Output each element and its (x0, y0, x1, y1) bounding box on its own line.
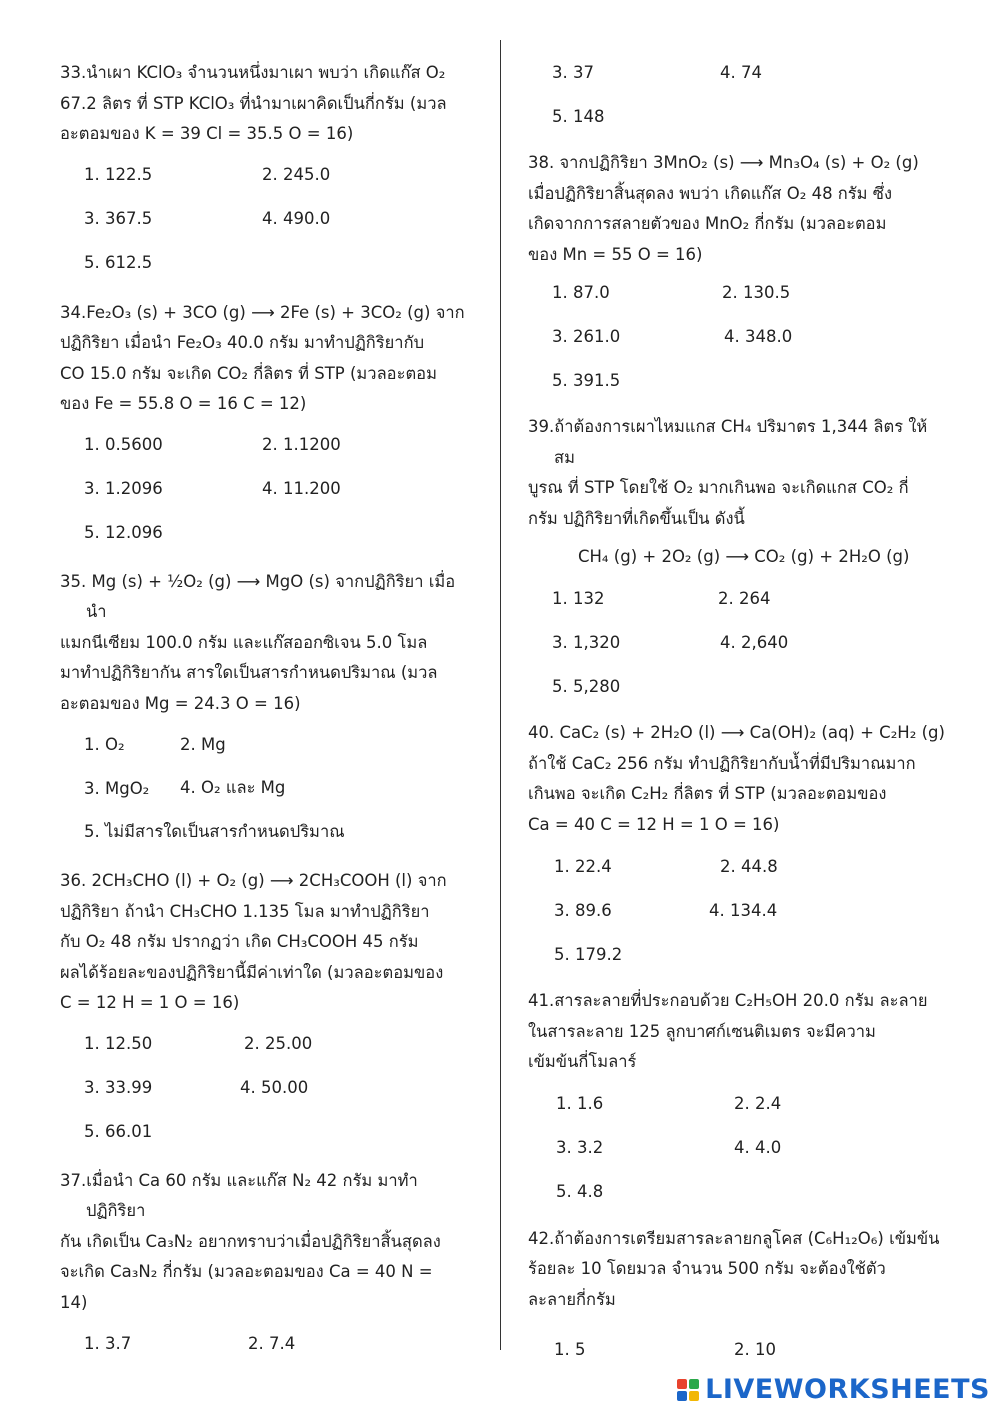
question-line: Ca = 40 C = 12 H = 1 O = 16) (528, 814, 780, 834)
logo-square (689, 1391, 699, 1401)
answer-option[interactable]: 2. 2.4 (734, 1094, 782, 1113)
answer-option[interactable]: 2. Mg (180, 734, 226, 754)
answer-option[interactable]: 4. 2,640 (720, 632, 789, 652)
question-line: 35. Mg (s) + ½O₂ (g) ⟶ MgO (s) จากปฏิกิริยา เมื่อนำ (60, 571, 456, 621)
question-35 (60, 567, 475, 855)
logo-square (677, 1391, 687, 1401)
question-line: CO 15.0 กรัม จะเกิด CO₂ กี่ลิตร ที่ STP (มวลอะตอม (60, 363, 437, 383)
right-column (528, 62, 948, 1371)
question-line: 34.Fe₂O₃ (s) + 3CO (g) ⟶ 2Fe (s) + 3CO₂ (g) จาก (60, 302, 465, 322)
question-line: เกิดจากการสลายตัวของ MnO₂ กี่กรัม (มวลอะตอม (528, 214, 887, 233)
answer-option[interactable]: 5. 66.01 (84, 1122, 153, 1141)
question-39 (528, 412, 948, 708)
answer-option[interactable]: 5. 391.5 (552, 370, 621, 390)
answer-option[interactable]: 4. 490.0 (262, 209, 331, 228)
question-line: 14) (60, 1292, 88, 1312)
answer-option[interactable]: 4. 50.00 (240, 1078, 309, 1097)
question-line: 41.สารละลายที่ประกอบด้วย C₂H₅OH 20.0 กรัม ละลาย (528, 991, 928, 1010)
reaction-equation: CH₄ (g) + 2O₂ (g) ⟶ CO₂ (g) + 2H₂O (g) (578, 547, 910, 566)
question-line: เกินพอ จะเกิด C₂H₂ กี่ลิตร ที่ STP (มวลอะตอมของ (528, 784, 887, 803)
logo-square (677, 1379, 687, 1389)
logo-square (689, 1379, 699, 1389)
answer-option[interactable]: 4. 74 (720, 62, 762, 82)
question-line: อะตอมของ K = 39 Cl = 35.5 O = 16) (60, 124, 354, 143)
answer-option[interactable]: 1. 87.0 (552, 282, 610, 302)
answer-option[interactable]: 3. 261.0 (552, 326, 621, 346)
question-line: 36. 2CH₃CHO (l) + O₂ (g) ⟶ 2CH₃COOH (l) จาก (60, 871, 447, 890)
answer-option[interactable]: 5. 179.2 (554, 944, 623, 964)
question-line: 42.ถ้าต้องการเตรียมสารละลายกลูโคส (C₆H₁₂O₆) เข้มข้น (528, 1228, 940, 1248)
answer-option[interactable]: 1. O₂ (84, 734, 125, 754)
answer-option[interactable]: 1. 0.5600 (84, 435, 163, 454)
answer-option[interactable]: 1. 3.7 (84, 1333, 132, 1353)
answer-option[interactable]: 4. O₂ และ Mg (180, 778, 286, 797)
answer-option[interactable]: 2. 245.0 (262, 165, 331, 184)
question-line: C = 12 H = 1 O = 16) (60, 993, 240, 1012)
answer-option[interactable]: 1. 122.5 (84, 165, 153, 184)
answer-option[interactable]: 5. 12.096 (84, 523, 163, 542)
question-text (528, 718, 948, 840)
question-line: 33.นำเผา KClO₃ จำนวนหนึ่งมาเผา พบว่า เกิดแก๊ส O₂ (60, 63, 446, 82)
question-text (60, 1166, 475, 1319)
question-37 (60, 1166, 475, 1366)
question-line: ผลได้ร้อยละของปฏิกิริยานี้มีค่าเท่าใด (มวลอะตอมของ (60, 962, 444, 982)
answer-option[interactable]: 3. 1.2096 (84, 479, 163, 498)
answer-option[interactable]: 2. 264 (718, 588, 771, 608)
question-line: กัน เกิดเป็น Ca₃N₂ อยากทราบว่าเมื่อปฏิกิริยาสิ้นสุดลง (60, 1231, 441, 1251)
question-40 (528, 718, 948, 976)
question-text (528, 412, 948, 534)
logo-grid-icon (677, 1379, 699, 1401)
question-text (60, 567, 475, 720)
answer-option[interactable]: 5. ไม่มีสารใดเป็นสารกำหนดปริมาณ (84, 822, 345, 841)
answer-option[interactable]: 2. 7.4 (248, 1333, 296, 1353)
answer-option[interactable]: 4. 11.200 (262, 479, 341, 498)
question-line: ละลายกี่กรัม (528, 1289, 616, 1309)
question-line: 40. CaC₂ (s) + 2H₂O (l) ⟶ Ca(OH)₂ (aq) + C₂H₂ (g) (528, 723, 945, 742)
question-line: ของ Fe = 55.8 O = 16 C = 12) (60, 394, 307, 413)
question-line: เมื่อปฏิกิริยาสิ้นสุดลง พบว่า เกิดแก๊ส O₂ 48 กรัม ซึ่ง (528, 183, 893, 203)
answer-option[interactable]: 3. 37 (552, 62, 594, 82)
answer-option[interactable]: 2. 10 (734, 1339, 776, 1359)
liveworksheets-logo[interactable] (677, 1374, 990, 1405)
question-line: ร้อยละ 10 โดยมวล จำนวน 500 กรัม จะต้องใช้ตัว (528, 1259, 886, 1278)
question-text (528, 986, 948, 1078)
answer-option[interactable]: 3. 1,320 (552, 632, 621, 652)
answer-option[interactable]: 3. 367.5 (84, 209, 153, 228)
left-column (60, 58, 475, 1365)
answer-option[interactable]: 1. 22.4 (554, 856, 612, 876)
answer-option[interactable]: 2. 25.00 (244, 1034, 313, 1053)
answer-option[interactable]: 5. 5,280 (552, 676, 621, 696)
question-line: กรัม ปฏิกิริยาที่เกิดขึ้นเป็น ดังนี้ (528, 508, 745, 528)
question-text (60, 58, 475, 150)
question-line: บูรณ ที่ STP โดยใช้ O₂ มากเกินพอ จะเกิดแกส CO₂ กี่ (528, 478, 909, 497)
question-33 (60, 58, 475, 285)
answer-option[interactable]: 4. 4.0 (734, 1138, 782, 1157)
answer-option[interactable]: 3. MgO₂ (84, 778, 150, 798)
question-text (60, 298, 475, 420)
question-36 (60, 866, 475, 1154)
question-text (60, 866, 475, 1019)
question-37-continued (528, 50, 948, 138)
answer-option[interactable]: 2. 1.1200 (262, 435, 341, 454)
answer-option[interactable]: 5. 148 (552, 106, 605, 126)
question-line: 38. จากปฏิกิริยา 3MnO₂ (s) ⟶ Mn₃O₄ (s) + O₂ (g) (528, 153, 919, 172)
question-34 (60, 298, 475, 555)
answer-option[interactable]: 3. 3.2 (556, 1138, 604, 1157)
question-line: เข้มข้นกี่โมลาร์ (528, 1052, 637, 1071)
question-41 (528, 986, 948, 1214)
question-line: 67.2 ลิตร ที่ STP KClO₃ ที่นำมาเผาคิดเป็นกี่กรัม (มวล (60, 93, 447, 113)
logo-text: LIVEWORKSHEETS (705, 1374, 990, 1405)
question-line: มาทำปฏิกิริยากัน สารใดเป็นสารกำหนดปริมาณ (มวล (60, 663, 438, 682)
question-line: 37.เมื่อนำ Ca 60 กรัม และแก๊ส N₂ 42 กรัม มาทำปฏิกิริยา (60, 1170, 418, 1220)
question-line: ของ Mn = 55 O = 16) (528, 244, 703, 264)
question-line: ปฏิกิริยา ถ้านำ CH₃CHO 1.135 โมล มาทำปฏิกิริยา (60, 901, 430, 921)
question-line: ปฏิกิริยา เมื่อนำ Fe₂O₃ 40.0 กรัม มาทำปฏิกิริยากับ (60, 333, 425, 352)
answer-option[interactable]: 5. 4.8 (556, 1182, 604, 1201)
answer-option[interactable]: 5. 612.5 (84, 253, 153, 272)
answer-option[interactable]: 2. 130.5 (722, 282, 791, 302)
column-divider (500, 40, 501, 1350)
question-text (528, 1224, 948, 1316)
question-line: จะเกิด Ca₃N₂ กี่กรัม (มวลอะตอมของ Ca = 40 N = (60, 1262, 433, 1281)
answer-option[interactable]: 2. 44.8 (720, 856, 778, 876)
question-line: ถ้าใช้ CaC₂ 256 กรัม ทำปฏิกิริยากับน้ำที่มีปริมาณมาก (528, 753, 916, 773)
answer-option[interactable]: 1. 5 (554, 1339, 586, 1359)
answer-option[interactable]: 4. 348.0 (724, 326, 793, 346)
question-line: ในสารละลาย 125 ลูกบาศก์เซนติเมตร จะมีความ (528, 1021, 876, 1041)
question-line: กับ O₂ 48 กรัม ปรากฏว่า เกิด CH₃COOH 45 กรัม (60, 932, 419, 951)
answer-option[interactable]: 3. 33.99 (84, 1078, 153, 1097)
answer-option[interactable]: 1. 12.50 (84, 1034, 153, 1053)
answer-option[interactable]: 4. 134.4 (709, 900, 778, 920)
question-42 (528, 1224, 948, 1372)
answer-option[interactable]: 1. 1.6 (556, 1094, 604, 1113)
question-text (528, 148, 948, 270)
question-38 (528, 148, 948, 402)
answer-option[interactable]: 3. 89.6 (554, 900, 612, 920)
question-line: แมกนีเซียม 100.0 กรัม และแก๊สออกซิเจน 5.0 โมล (60, 632, 428, 652)
question-line: 39.ถ้าต้องการเผาไหมแกส CH₄ ปริมาตร 1,344 ลิตร ให้สม (528, 417, 928, 467)
question-line: อะตอมของ Mg = 24.3 O = 16) (60, 693, 301, 713)
answer-option[interactable]: 1. 132 (552, 588, 605, 608)
